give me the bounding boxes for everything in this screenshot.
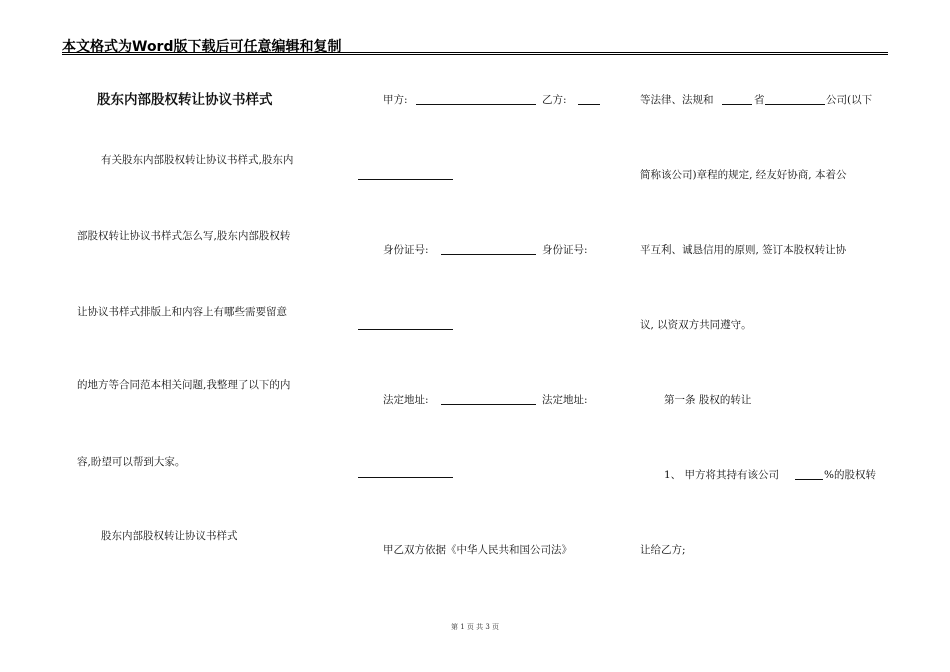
id-b-label: 身份证号:	[542, 244, 588, 256]
col3-line-3: 平互利、诚恳信用的原则, 签订本股权转让协	[640, 244, 847, 256]
intro-line-3: 让协议书样式排版上和内容上有哪些需要留意	[77, 306, 287, 318]
addr-b-label: 法定地址:	[542, 394, 588, 406]
document-header-banner: 本文格式为Word版下载后可任意编辑和复制	[62, 39, 342, 55]
col3-line-1c: 公司(以下	[826, 94, 873, 106]
addr-b-blank	[358, 477, 453, 478]
intro-line-1: 有关股东内部股权转让协议书样式,股东内	[101, 154, 294, 166]
col3-line-1a: 等法律、法规和	[640, 94, 714, 106]
col3-line-1b: 省	[754, 94, 765, 106]
item-1-text-b: %的股权转	[824, 469, 876, 481]
percent-blank	[795, 479, 823, 480]
intro-line-4: 的地方等合同范本相关问题,我整理了以下的内	[77, 379, 291, 391]
item-1-text-c: 让给乙方;	[640, 544, 686, 556]
intro-line-2: 部股权转让协议书样式怎么写,股东内部股权转	[77, 230, 291, 242]
province-blank	[722, 104, 752, 105]
party-b-blank-cont	[358, 179, 453, 180]
item-1-text-a: 1、 甲方将其持有该公司	[664, 469, 780, 481]
col3-line-2: 简称该公司)章程的规定, 经友好协商, 本着公	[640, 169, 847, 181]
intro-line-5: 容,盼望可以帮到大家。	[77, 456, 186, 468]
doc-title: 股东内部股权转让协议书样式	[97, 92, 273, 108]
party-b-label: 乙方:	[542, 94, 567, 106]
party-a-blank	[416, 104, 536, 105]
party-b-blank	[578, 104, 600, 105]
addr-a-label: 法定地址:	[383, 394, 429, 406]
col3-line-4: 议, 以资双方共同遵守。	[640, 319, 752, 331]
id-a-blank	[441, 254, 536, 255]
subtitle-line: 股东内部股权转让协议书样式	[101, 530, 238, 542]
page-number: 第 1 页 共 3 页	[450, 623, 500, 631]
basis-line: 甲乙双方依据《中华人民共和国公司法》	[383, 544, 572, 556]
article-1-heading: 第一条 股权的转让	[664, 394, 752, 406]
party-a-label: 甲方:	[383, 94, 408, 106]
id-b-blank	[358, 329, 453, 330]
header-rule-top	[62, 52, 888, 53]
company-blank	[765, 104, 825, 105]
id-a-label: 身份证号:	[383, 244, 429, 256]
header-rule-bottom	[62, 54, 888, 55]
addr-a-blank	[441, 404, 536, 405]
